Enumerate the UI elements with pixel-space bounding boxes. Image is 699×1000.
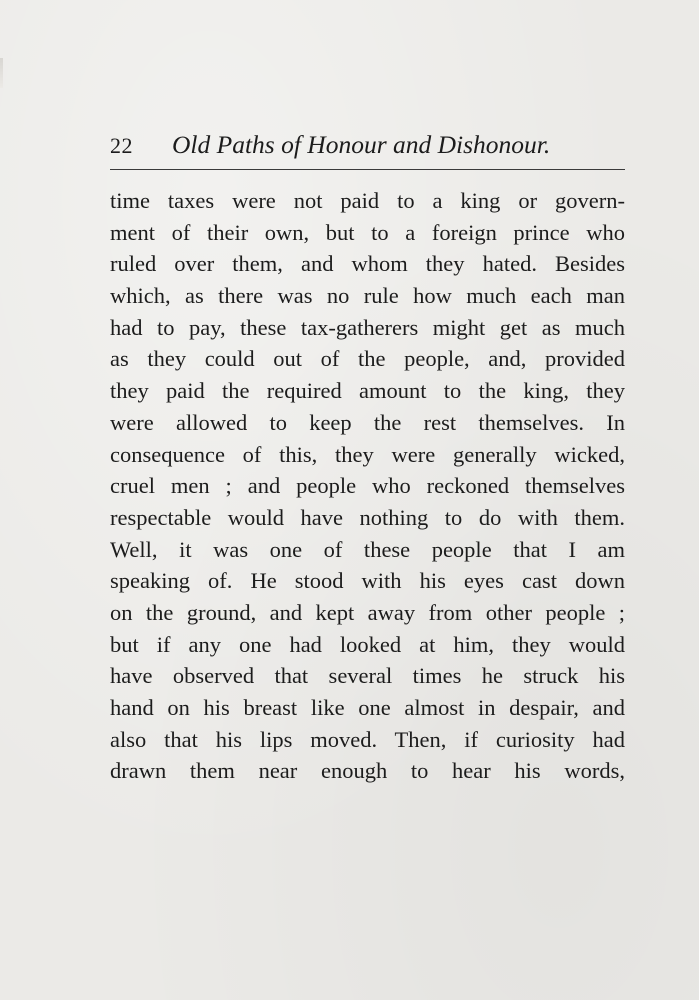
page-number: 22 (110, 133, 133, 158)
text-line: but if any one had looked at him, they would (110, 631, 625, 657)
text-line: had to pay, these tax-gatherers might get as much (110, 314, 625, 340)
body-text (110, 185, 625, 787)
text-line: Well, it was one of these people that I am (110, 536, 625, 562)
text-line: cruel men ; and people who reckoned themselves (110, 473, 625, 499)
text-line: consequence of this, they were generally wicked, (110, 441, 625, 467)
text-line: ruled over them, and whom they hated. Besides (110, 251, 625, 277)
text-line: as they could out of the people, and, provided (110, 346, 625, 372)
running-header (110, 130, 625, 164)
text-line: respectable would have nothing to do with them. (110, 504, 625, 530)
text-line: on the ground, and kept away from other people ; (110, 599, 625, 625)
text-line: which, as there was no rule how much each man (110, 283, 625, 309)
text-line: have observed that several times he struck his (110, 663, 625, 689)
text-line: drawn them near enough to hear his words, (110, 758, 625, 784)
text-line: speaking of. He stood with his eyes cast down (110, 568, 625, 594)
text-line: ment of their own, but to a foreign prince who (110, 219, 625, 245)
header-rule (110, 169, 625, 170)
running-title: Old Paths of Honour and Dishonour. (172, 130, 551, 159)
text-line: hand on his breast like one almost in despair, and (110, 695, 625, 720)
text-line: they paid the required amount to the king, they (110, 378, 625, 404)
text-line: were allowed to keep the rest themselves. In (110, 409, 625, 435)
page-edge-mark (0, 58, 3, 88)
text-line: also that his lips moved. Then, if curiosity had (110, 726, 625, 752)
text-line: time taxes were not paid to a king or govern- (110, 188, 625, 213)
